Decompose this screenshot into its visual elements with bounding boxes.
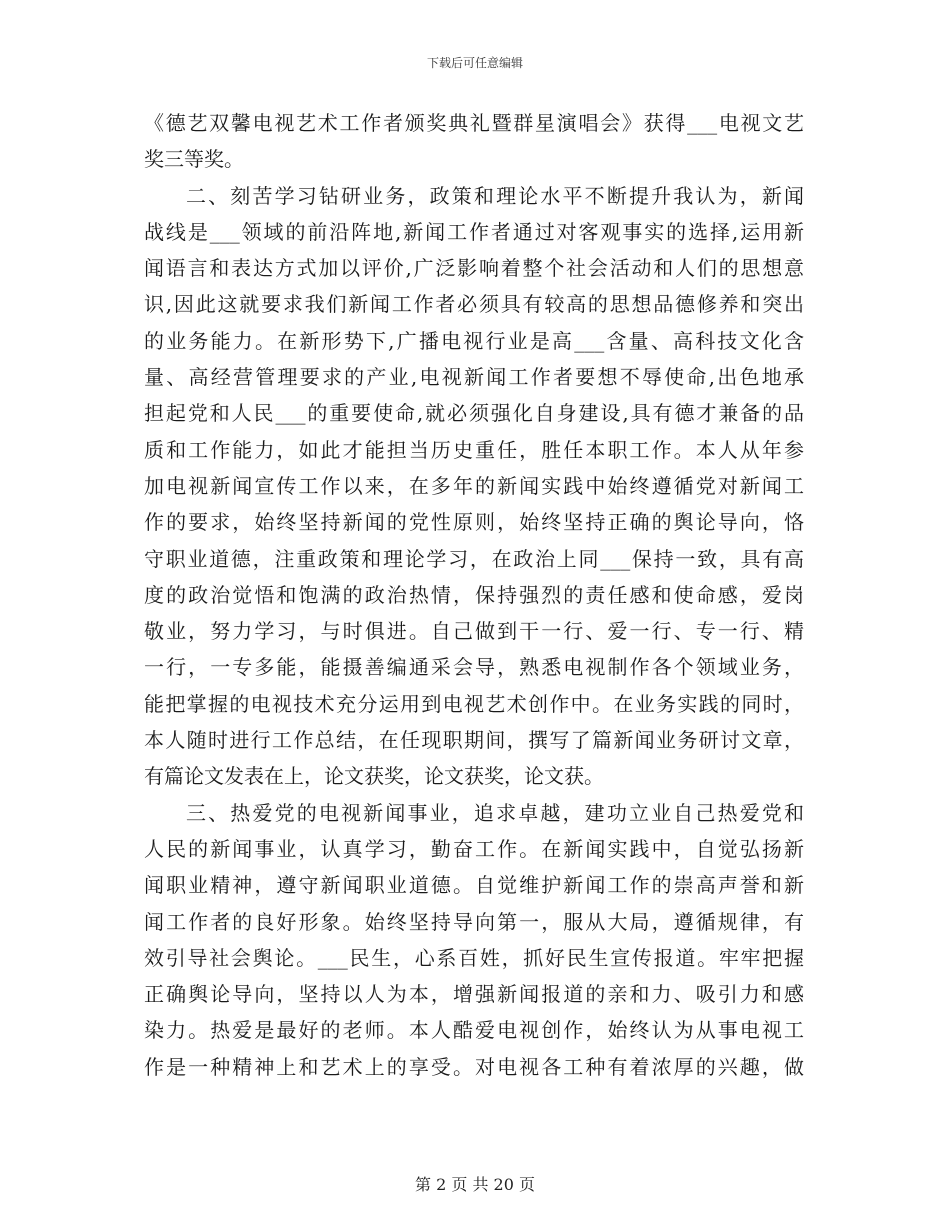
paragraph-start-line: 三、热爱党的电视新闻事业，追求卓越，建功立业自己热爱党和 [186,800,804,825]
text-line: 正确舆论导向，坚持以人为本，增强新闻报道的亲和力、吸引力和感 [144,982,804,1007]
text-line: 闻语言和表达方式加以评价,广泛影响着整个社会活动和人们的思想意 [144,256,804,281]
text-line: 识,因此这就要求我们新闻工作者必须具有较高的思想品德修养和突出 [144,292,804,317]
text-line: 闻工作者的良好形象。始终坚持导向第一，服从大局，遵循规律，有 [144,909,804,934]
text-line: 敬业，努力学习，与时俱进。自己做到干一行、爱一行、专一行、精 [144,619,804,644]
text-line: 守职业道德，注重政策和理论学习，在政治上同___保持一致，具有高 [144,546,804,571]
text-line: 人民的新闻事业，认真学习，勤奋工作。在新闻实践中，自觉弘扬新 [144,836,804,861]
text-line: 的业务能力。在新形势下,广播电视行业是高___含量、高科技文化含 [144,328,804,353]
page-number-footer: 第 2 页 共 20 页 [415,1175,535,1194]
text-line: 质和工作能力，如此才能担当历史重任，胜任本职工作。本人从年参 [144,437,804,462]
text-line: 本人随时进行工作总结，在任现职期间，撰写了篇新闻业务研讨文章， [144,728,804,753]
text-line: 度的政治觉悟和饱满的政治热情，保持强烈的责任感和使命感，爱岗 [144,582,804,607]
text-line: 闻职业精神，遵守新闻职业道德。自觉维护新闻工作的崇高声誉和新 [144,873,804,898]
text-line: 效引导社会舆论。___民生，心系百姓，抓好民生宣传报道。牢牢把握 [144,945,804,970]
text-line: 染力。热爱是最好的老师。本人酷爱电视创作，始终认为从事电视工 [144,1018,804,1043]
text-line: 作是一种精神上和艺术上的享受。对电视各工种有着浓厚的兴趣，做 [144,1054,804,1079]
text-line: 《德艺双馨电视艺术工作者颁奖典礼暨群星演唱会》获得___电视文艺 [144,111,804,135]
text-line: 战线是___领域的前沿阵地,新闻工作者通过对客观事实的选择,运用新 [144,219,804,244]
document-body [144,105,804,1085]
text-line: 能把掌握的电视技术充分运用到电视艺术创作中。在业务实践的同时， [144,691,804,716]
text-line: 加电视新闻宣传工作以来，在多年的新闻实践中始终遵循党对新闻工 [144,473,804,498]
text-line: 一行，一专多能，能摄善编通采会导，熟悉电视制作各个领域业务， [144,655,804,680]
text-line: 有篇论文发表在上，论文获奖，论文获奖，论文获。 [144,764,604,789]
text-line: 担起党和人民___的重要使命,就必须强化自身建设,具有德才兼备的品 [144,401,804,426]
text-line: 奖三等奖。 [144,147,244,172]
page-header: 下载后可任意编辑 [426,56,523,70]
text-line: 作的要求，始终坚持新闻的党性原则，始终坚持正确的舆论导向，恪 [144,510,804,535]
paragraph-start-line: 二、刻苦学习钻研业务，政策和理论水平不断提升我认为，新闻 [186,183,804,208]
text-line: 量、高经营管理要求的产业,电视新闻工作者要想不辱使命,出色地承 [144,365,804,390]
